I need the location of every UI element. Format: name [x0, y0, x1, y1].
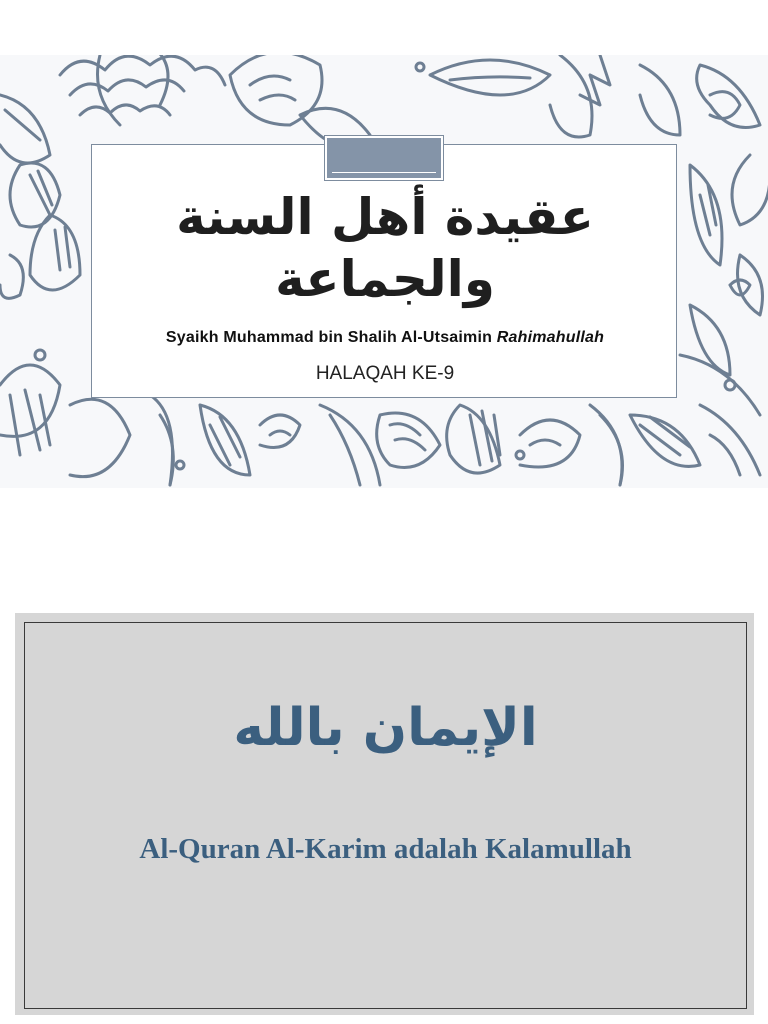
- topic-slide-frame: [24, 622, 747, 1009]
- title-slide: [0, 55, 768, 488]
- title-tab-decoration: [325, 136, 443, 180]
- arabic-title-line-1: عقيدة أهل السنة: [176, 188, 594, 246]
- topic-slide: [15, 613, 754, 1015]
- author-line: [92, 329, 678, 347]
- title-card: [91, 144, 677, 398]
- session-label: HALAQAH KE-9: [315, 363, 455, 384]
- author-name: Syaikh Muhammad bin Shalih Al-Utsaimin: [165, 329, 493, 346]
- arabic-title-line-2: والجماعة: [275, 250, 495, 308]
- topic-subtitle: Al-Quran Al-Karim adalah Kalamullah: [139, 833, 632, 865]
- author-honorific: Rahimahullah: [496, 329, 605, 346]
- arabic-heading: الإيمان بالله: [233, 698, 538, 758]
